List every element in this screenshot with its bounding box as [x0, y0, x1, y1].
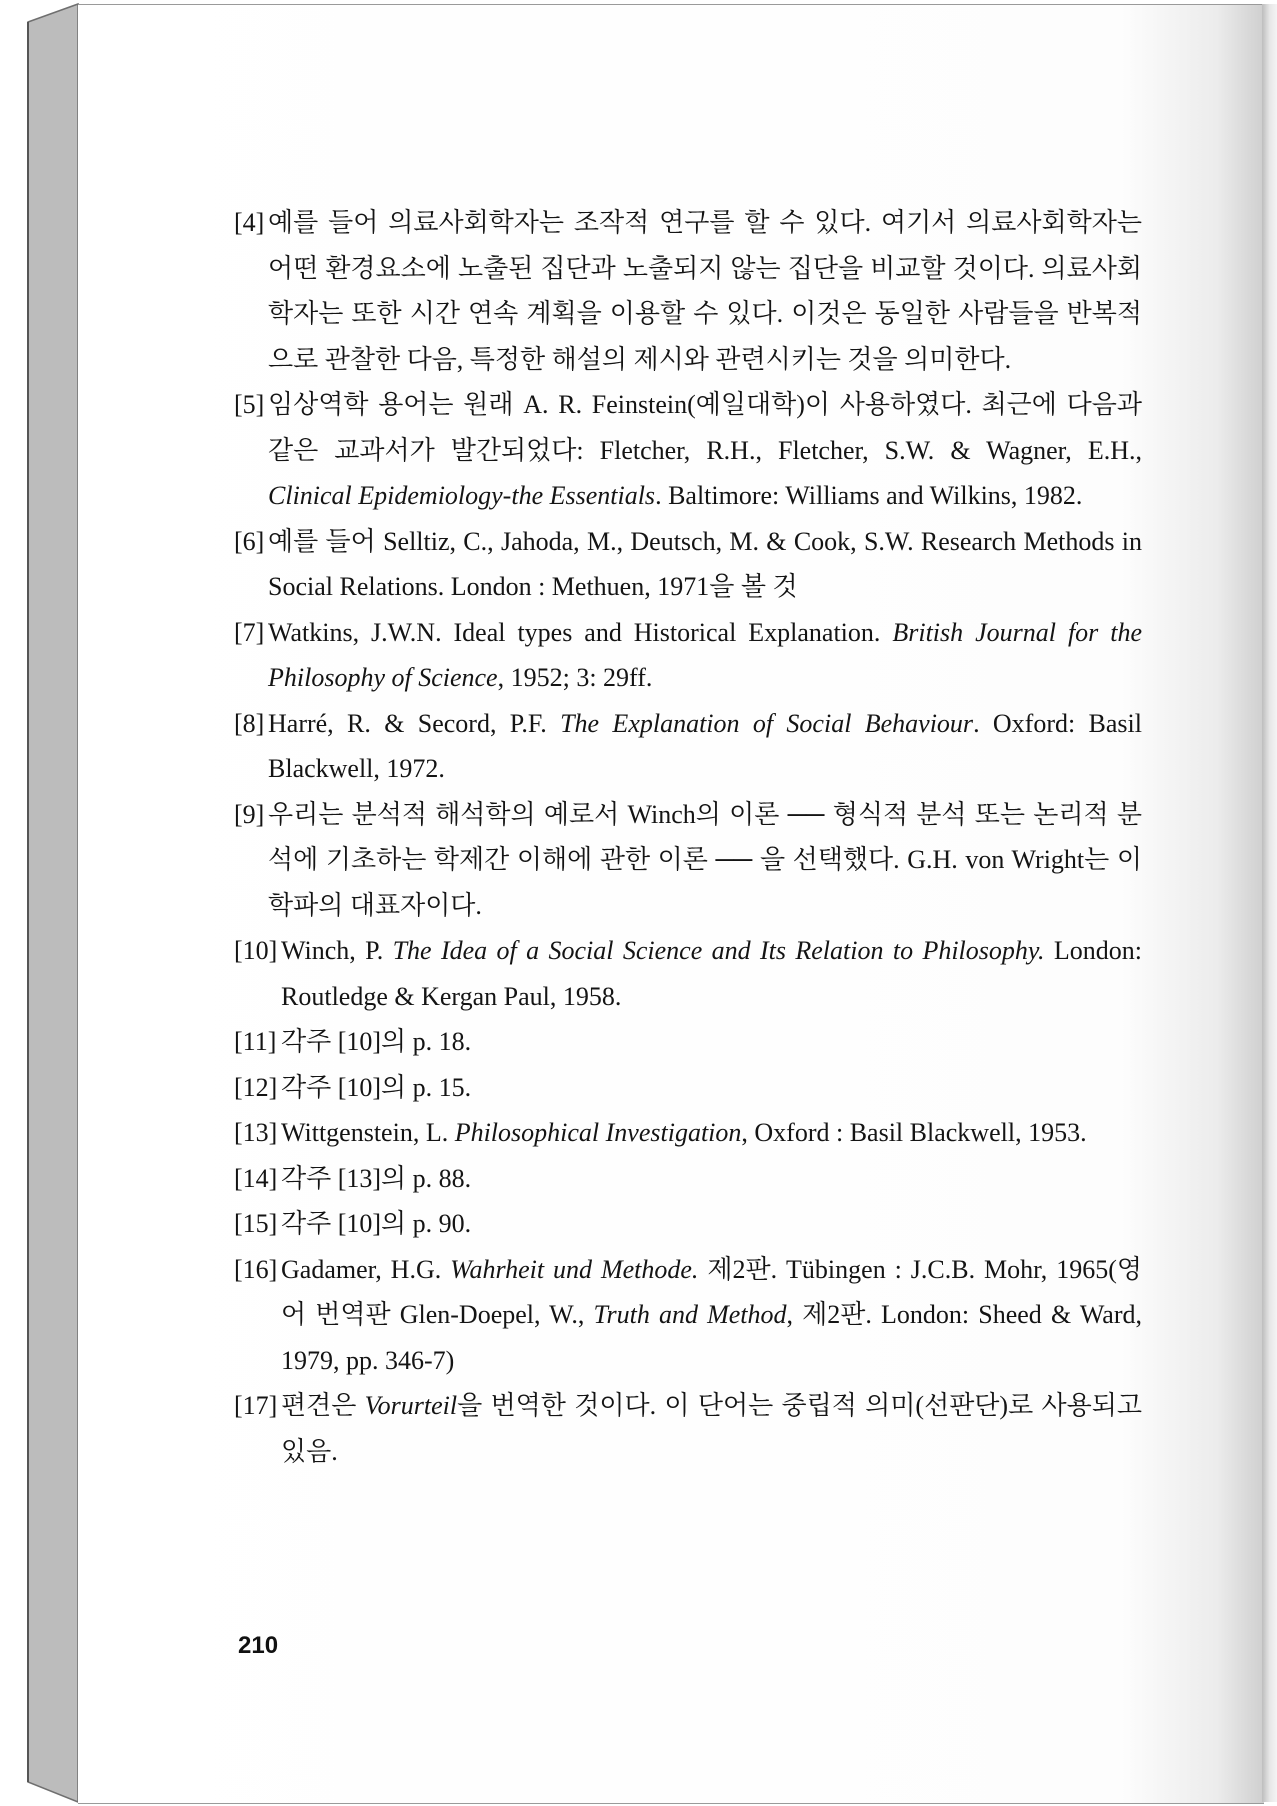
footnote-text: Harré, R. & Secord, P.F. [268, 708, 561, 738]
footnote-number: [6] [234, 526, 265, 556]
footnote-8 [234, 701, 1142, 792]
footnote-text: Wittgenstein, L. [281, 1118, 455, 1147]
footnote-text: 우리는 분석적 해석학의 예로서 Winch의 이론 ── 형식적 분석 또는 논리적 분석에 기초하는 학제간 이해에 관한 이론 ── 을 선택했다. G.H. von Wright는 이 학파의 대표자이다. [268, 799, 1142, 920]
footnote-number: [9] [234, 799, 265, 829]
footnote-title-italic: Truth and Method [593, 1300, 787, 1329]
footnote-12 [234, 1065, 1142, 1111]
footnote-number: [13] [234, 1118, 278, 1147]
footnote-text: . Oxford: Basil Blackwell, 1972. [268, 708, 1143, 783]
footnote-text: Watkins, J.W.N. Ideal types and Historical Explanation. [268, 617, 893, 647]
footnote-number: [5] [234, 390, 265, 419]
footnote-title-italic: Vorurteil [364, 1391, 458, 1420]
footnote-text: 각주 [10]의 p. 90. [281, 1209, 472, 1238]
footnote-text: , 1952; 3: 29ff. [497, 663, 653, 692]
footnote-text: 각주 [13]의 p. 88. [281, 1163, 472, 1193]
footnote-15 [234, 1201, 1142, 1247]
footnote-number: [4] [234, 208, 265, 237]
footnote-11 [234, 1019, 1142, 1065]
footnote-number: [10] [234, 936, 278, 965]
footnote-text: 예를 들어 의료사회학자는 조작적 연구를 할 수 있다. 여기서 의료사회학자는 어떤 환경요소에 노출된 집단과 노출되지 않는 집단을 비교할 것이다. 의료사회학자는 또한 시간 연속 계획을 이용할 수 있다. 이것은 동일한 사람들을 반복적으로 관찰한 다음, 특정한 해설의 제시와 관련시키는 것을 의미한다. [268, 208, 1142, 374]
footnote-title-italic: The Idea of a Social Science and Its Relation to Philosophy. [392, 936, 1045, 965]
footnote-7 [234, 610, 1142, 701]
footnote-number: [8] [234, 708, 265, 738]
footnote-text: 각주 [10]의 p. 15. [281, 1072, 472, 1102]
footnote-13 [234, 1110, 1142, 1156]
footnote-4 [234, 200, 1142, 382]
footnote-number: [7] [234, 617, 265, 647]
footnote-number: [11] [234, 1027, 277, 1056]
footnote-text: 각주 [10]의 p. 18. [281, 1027, 472, 1056]
footnote-text: Gadamer, H.G. [281, 1254, 451, 1284]
footnote-title-italic: Philosophical Investigation [454, 1118, 742, 1147]
footnote-text: , Oxford : Basil Blackwell, 1953. [741, 1118, 1087, 1147]
footnote-number: [17] [234, 1391, 278, 1420]
footnote-text: 편견은 [281, 1391, 365, 1420]
page-edge [1262, 4, 1277, 1802]
footnote-5 [234, 382, 1142, 519]
footnote-number: [15] [234, 1209, 278, 1238]
footnote-text: . Baltimore: Williams and Wilkins, 1982. [655, 481, 1083, 510]
footnote-16 [234, 1247, 1142, 1384]
footnote-6 [234, 519, 1142, 610]
footnote-14 [234, 1156, 1142, 1202]
footnote-text: 제2판. Tübingen : J.C.B. Mohr, 1965(영어 번역판 Glen-Doepel, W., [281, 1254, 1142, 1329]
footnote-17 [234, 1383, 1142, 1474]
footnote-title-italic: Clinical Epidemiology-the Essentials [268, 481, 656, 510]
footnote-number: [12] [234, 1072, 278, 1102]
footnote-text: , 제2판. London: Sheed & Ward, 1979, pp. 346-7) [281, 1300, 1142, 1375]
footnote-text: 을 번역한 것이다. 이 단어는 중립적 의미(선판단)로 사용되고 있음. [281, 1391, 1142, 1466]
footnote-9 [234, 792, 1142, 929]
footnote-text: London: Routledge & Kergan Paul, 1958. [281, 936, 1142, 1011]
footnote-number: [16] [234, 1254, 278, 1284]
footnote-10 [234, 928, 1142, 1019]
footnote-text: Winch, P. [281, 936, 393, 965]
footnote-title-italic: The Explanation of Social Behaviour [560, 708, 974, 738]
footnote-text: 임상역학 용어는 원래 A. R. Feinstein(예일대학)이 사용하였다. 최근에 다음과 같은 교과서가 발간되었다: Fletcher, R.H., Fletcher, S.W. & Wagner, E.H., [268, 390, 1142, 465]
footnote-number: [14] [234, 1163, 278, 1193]
footnote-list [234, 200, 1142, 1474]
footnote-title-italic: British Journal for the Philosophy of Science [268, 617, 1143, 692]
footnote-title-italic: Wahrheit und Methode. [450, 1254, 699, 1284]
page-number: 210 [238, 1632, 279, 1659]
footnote-text: 예를 들어 Selltiz, C., Jahoda, M., Deutsch, M. & Cook, S.W. Research Methods in Social Relations. London : Methuen, 1971을 볼 것 [268, 526, 1142, 601]
